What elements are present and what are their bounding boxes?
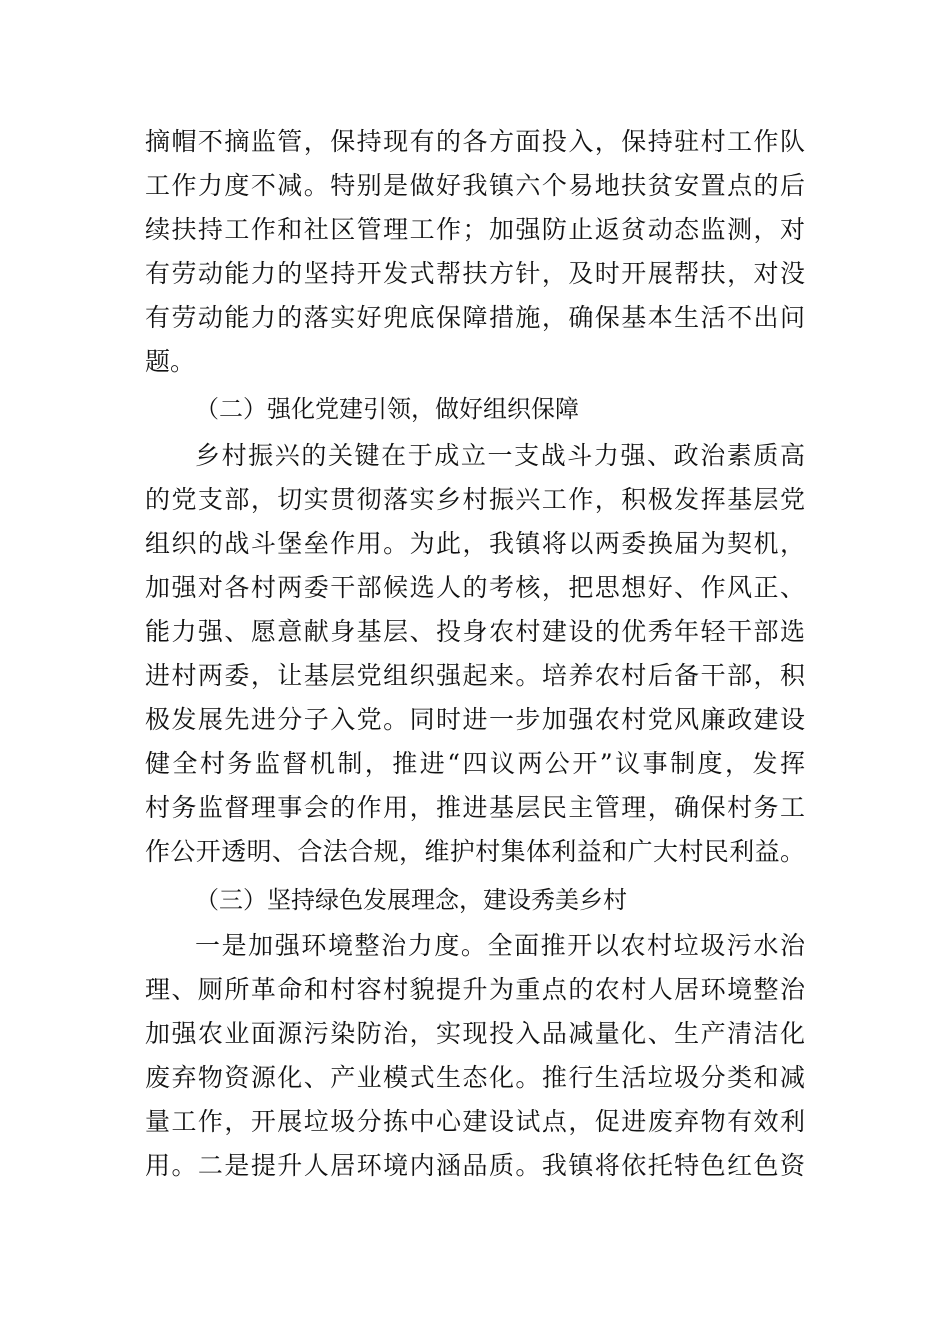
paragraph-2-line-3: 组织的战斗堡垒作用。为此，我镇将以两委换届为契机，	[145, 529, 805, 558]
paragraph-1-line-2: 工作力度不减。特别是做好我镇六个易地扶贫安置点的后	[145, 171, 805, 200]
paragraph-3-line-6: 用。二是提升人居环境内涵品质。我镇将依托特色红色资	[145, 1151, 805, 1180]
paragraph-3-line-3: 加强农业面源污染防治，实现投入品减量化、生产清洁化	[145, 1019, 805, 1048]
paragraph-1-line-4: 有劳动能力的坚持开发式帮扶方针，及时开展帮扶，对没	[145, 259, 805, 288]
paragraph-2-line-9: 村务监督理事会的作用，推进基层民主管理，确保村务工	[145, 793, 805, 822]
paragraph-2-line-4: 加强对各村两委干部候选人的考核，把思想好、作风正、	[145, 573, 805, 602]
paragraph-1-line-6: 题。	[145, 347, 196, 376]
section-heading-2: （二）强化党建引领，做好组织保障	[195, 395, 579, 423]
paragraph-3-line-4: 废弃物资源化、产业模式生态化。推行生活垃圾分类和减	[145, 1063, 805, 1092]
paragraph-2-line-6: 进村两委，让基层党组织强起来。培养农村后备干部，积	[145, 661, 805, 690]
paragraph-2-line-1: 乡村振兴的关键在于成立一支战斗力强、政治素质高	[195, 441, 805, 470]
paragraph-2-line-5: 能力强、愿意献身基层、投身农村建设的优秀年轻干部选	[145, 617, 805, 646]
paragraph-3-line-2: 理、厕所革命和村容村貌提升为重点的农村人居环境整治	[145, 975, 805, 1004]
paragraph-1-line-3: 续扶持工作和社区管理工作；加强防止返贫动态监测，对	[145, 215, 805, 244]
paragraph-3-line-5: 量工作，开展垃圾分拣中心建设试点，促进废弃物有效利	[145, 1107, 805, 1136]
paragraph-1-line-5: 有劳动能力的落实好兜底保障措施，确保基本生活不出问	[145, 303, 805, 332]
paragraph-2-line-2: 的党支部，切实贯彻落实乡村振兴工作，积极发挥基层党	[145, 485, 805, 514]
section-heading-3: （三）坚持绿色发展理念，建设秀美乡村	[195, 886, 627, 914]
paragraph-1-line-1: 摘帽不摘监管，保持现有的各方面投入，保持驻村工作队	[145, 127, 805, 156]
paragraph-2-line-7: 极发展先进分子入党。同时进一步加强农村党风廉政建设	[145, 705, 805, 734]
paragraph-2-line-10: 作公开透明、合法合规，维护村集体利益和广大村民利益。	[145, 837, 805, 866]
paragraph-2-line-8: 健全村务监督机制，推进“四议两公开”议事制度，发挥	[145, 749, 805, 778]
paragraph-3-line-1: 一是加强环境整治力度。全面推开以农村垃圾污水治	[195, 931, 805, 960]
